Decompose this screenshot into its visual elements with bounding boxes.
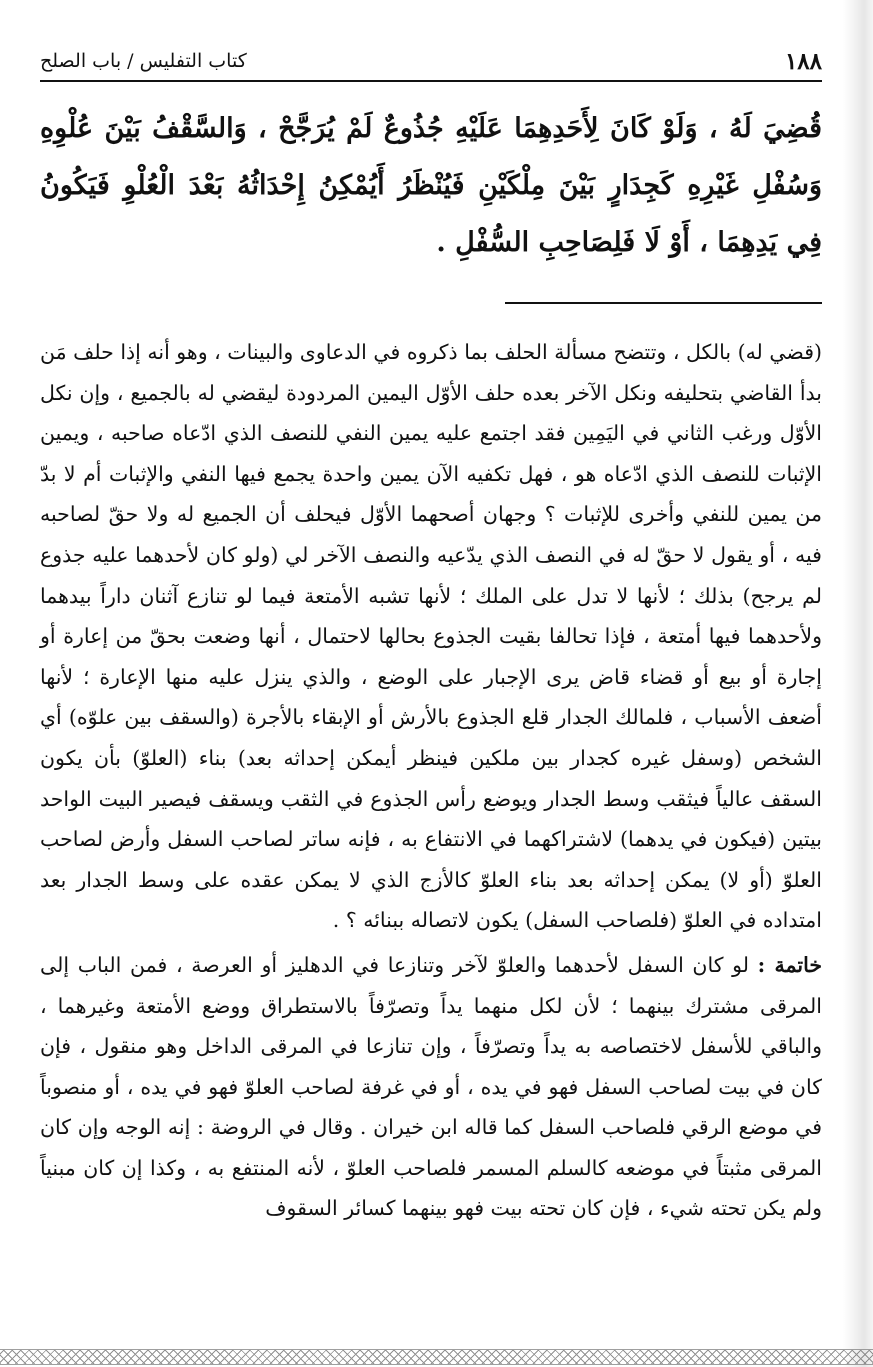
khatima-label: خاتمة : <box>757 952 822 977</box>
page-number: ١٨٨ <box>784 48 822 75</box>
page-gutter-shadow <box>843 0 873 1367</box>
khatima-text: لو كان السفل لأحدهما والعلوّ لآخر وتنازعا في الدهليز أو العرصة ، فمن الباب إلى المرقى مشترك بينهما ؛ لأن لكل منهما يداً وتصرّفاً بالاستطراق ووضع الأمتعة وغيرهما ، والباقي للأسفل لاختصاصه به يداً وتصرّفاً ، وإن تنازعا في المرقى الداخل وهو منقول ، فإن كان في بيت لصاحب السفل فهو في يده ، أو في غرفة لصاحب العلوّ فهو في يده ، أو منصوباً في موضع الرقي فلصاحب السفل كما قاله ابن خيران . وقال في الروضة : إنه الوجه وإن كان المرقى مثبتاً في موضعه كالسلم المسمر فلصاحب العلوّ ، لأنه المنتفع به ، وكذا إن كان مبنياً ولم يكن تحته شيء ، فإن كان تحته بيت فهو بينهما كسائر السقوف <box>40 952 822 1221</box>
main-text-block <box>40 100 822 271</box>
commentary-block <box>40 332 822 1229</box>
footnote-separator <box>505 302 822 304</box>
bottom-ornament-border <box>0 1349 873 1365</box>
khatima-paragraph <box>40 945 822 1229</box>
page-header <box>40 44 822 78</box>
running-title: كتاب التفليس / باب الصلح <box>40 50 247 72</box>
commentary-paragraph: (قضي له) بالكل ، وتتضح مسألة الحلف بما ذكروه في الدعاوى والبينات ، وهو أنه إذا حلف مَن بدأ القاضي بتحليفه ونكل الآخر بعده حلف الأوّل اليمين المردودة ليقضي له بالجميع ، وإن نكل الأوّل ورغب الثاني في اليَمِين فقد اجتمع عليه يمين النفي للنصف الذي ادّعاه صاحبه ، ويمين الإثبات للنصف الذي ادّعاه هو ، فهل تكفيه الآن يمين واحدة يجمع فيها النفي والإثبات أم لا بدّ من يمين للنفي وأخرى للإثبات ؟ وجهان أصحهما الأوّل فيحلف أن الجميع له ولا حقّ لصاحبه فيه ، أو يقول لا حقّ له في النصف الذي يدّعيه والنصف الآخر لي (ولو كان لأحدهما عليه جذوع لم يرجح) بذلك ؛ لأنها لا تدل على الملك ؛ لأنها تشبه الأمتعة فيما لو تنازع آثنان داراً بيدهما ولأحدهما فيها أمتعة ، فإذا تحالفا بقيت الجذوع بحالها لاحتمال ، أنها وضعت بحقّ من إعارة أو إجارة أو بيع أو قضاء قاض يرى الإجبار على الوضع ، والذي ينزل عليه منها الإعارة ؛ لأنها أضعف الأسباب ، فلمالك الجدار قلع الجذوع بالأرش أو الإبقاء بالأجرة (والسقف بين علوّه) أي الشخص (وسفل غيره كجدار بين ملكين فينظر أيمكن إحداثه بعد) بناء (العلوّ) بأن يكون السقف عالياً فيثقب وسط الجدار ويوضع رأس الجذوع في الثقب ويسقف فيصير البيت الواحد بيتين (فيكون في يدهما) لاشتراكهما في الانتفاع به ، فإنه ساتر لصاحب السفل وأرض لصاحب العلوّ (أو لا) يمكن إحداثه بعد بناء العلوّ كالأزج الذي لا يمكن عقده على وسط الجدار بعد امتداده في العلوّ (فلصاحب السفل) يكون لاتصاله ببنائه ؟ . <box>40 340 822 933</box>
header-rule <box>40 80 822 82</box>
main-text: قُضِيَ لَهُ ، وَلَوْ كَانَ لِأَحَدِهِمَا عَلَيْهِ جُذُوعٌ لَمْ يُرَجَّحْ ، وَالسَّقْفُ بَيْنَ عُلْوِهِ وَسُفْلِ غَيْرِهِ كَجِدَارٍ بَيْنَ مِلْكَيْنِ فَيُنْظَرُ أَيُمْكِنُ إِحْدَاثُهُ بَعْدَ الْعُلْوِ فَيَكُونُ فِي يَدِهِمَا ، أَوْ لَا فَلِصَاحِبِ السُّفْلِ . <box>40 113 822 258</box>
